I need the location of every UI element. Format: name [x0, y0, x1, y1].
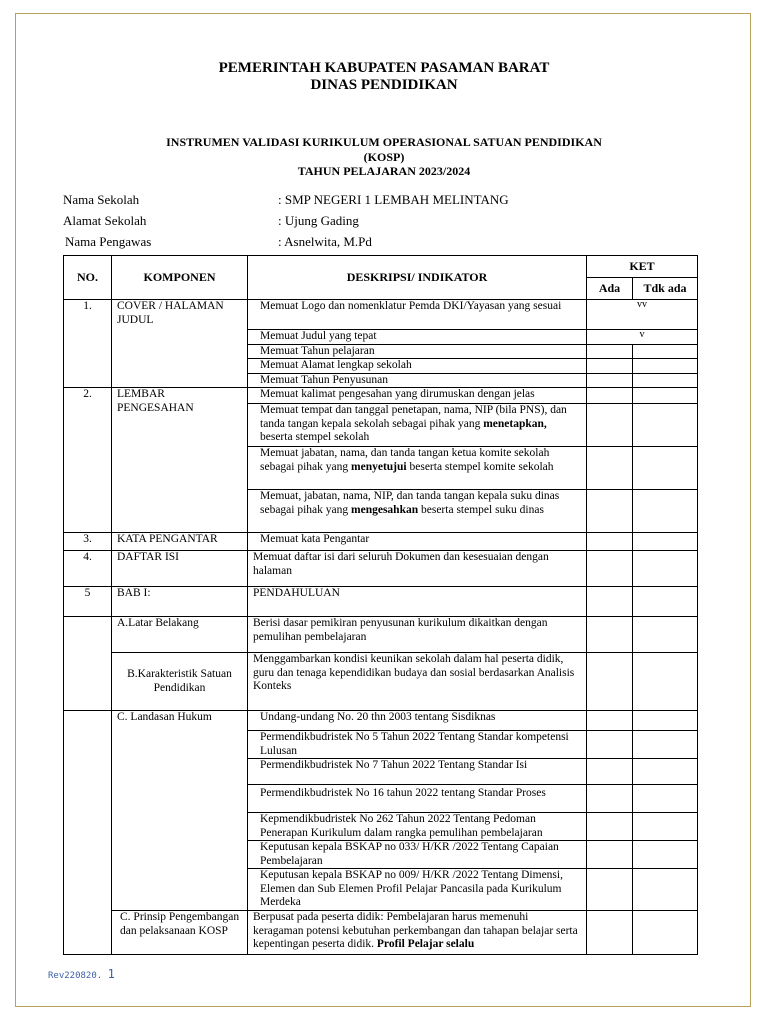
tdk-ada-cell[interactable] [633, 533, 698, 551]
ada-cell[interactable] [587, 447, 633, 490]
tdk-ada-cell[interactable] [633, 404, 698, 447]
tdk-ada-cell[interactable] [633, 841, 698, 869]
indicator-cell: Memuat Logo dan nomenklatur Pemda DKI/Yayasan yang sesuai [248, 300, 587, 330]
indicator-cell: Memuat, jabatan, nama, NIP, dan tanda tangan kepala suku dinas sebagai pihak yang mengesahkan beserta stempel suku dinas [248, 490, 587, 533]
ada-cell[interactable] [587, 731, 633, 759]
ada-cell[interactable] [587, 711, 633, 731]
table-row [64, 911, 698, 955]
header-no: NO. [64, 256, 112, 300]
tdk-ada-cell[interactable] [633, 344, 698, 359]
validation-table [63, 255, 698, 955]
ada-cell[interactable] [587, 587, 633, 617]
revision-footer [48, 967, 115, 981]
header-tdk-ada: Tdk ada [633, 278, 698, 300]
indicator-cell: Permendikbudristek No 5 Tahun 2022 Tentang Standar kompetensi Lulusan [248, 731, 587, 759]
indicator-cell: Berisi dasar pemikiran penyusunan kurikulum dikaitkan dengan pemulihan pembelajaran [248, 617, 587, 653]
document-title: INSTRUMEN VALIDASI KURIKULUM OPERASIONAL SATUAN PENDIDIKAN [166, 135, 602, 149]
header-component: KOMPONEN [112, 256, 248, 300]
indicator-cell: Memuat daftar isi dari seluruh Dokumen dan kesesuaian dengan halaman [248, 551, 587, 587]
indicator-cell: Permendikbudristek No 16 tahun 2022 tentang Standar Proses [248, 785, 587, 813]
department-heading: DINAS PENDIDIKAN [310, 77, 458, 93]
address-label: Alamat Sekolah [63, 213, 147, 228]
academic-year: TAHUN PELAJARAN 2023/2024 [297, 164, 471, 178]
indicator-cell: Keputusan kepala BSKAP no 033/ H/KR /2022 Tentang Capaian Pembelajaran [248, 841, 587, 869]
school-value: : SMP NEGERI 1 LEMBAH MELINTANG [278, 192, 509, 207]
indicator-cell: Memuat kata Pengantar [248, 533, 587, 551]
indicator-cell: Memuat Tahun pelajaran [248, 344, 587, 359]
tdk-ada-cell[interactable] [633, 785, 698, 813]
ada-cell[interactable] [587, 869, 633, 911]
tdk-ada-cell[interactable] [633, 490, 698, 533]
subcomponent-cell: B.Karakteristik Satuan Pendidikan [112, 653, 248, 711]
header-ada: Ada [587, 278, 633, 300]
tdk-ada-cell[interactable] [633, 731, 698, 759]
component-cell: COVER / HALAMAN JUDUL [112, 300, 248, 388]
document-title-abbrev: (KOSP) [363, 150, 405, 164]
indicator-cell: Memuat kalimat pengesahan yang dirumuskan dengan jelas [248, 388, 587, 404]
ada-cell[interactable] [587, 373, 633, 388]
table-row [64, 388, 698, 404]
subcomponent-cell: A.Latar Belakang [112, 617, 248, 653]
row-number: 2. [64, 388, 112, 533]
table-row [64, 533, 698, 551]
tdk-ada-cell[interactable] [633, 359, 698, 374]
indicator-cell: Permendikbudristek No 7 Tahun 2022 Tentang Standar Isi [248, 759, 587, 785]
ada-cell[interactable] [587, 533, 633, 551]
school-label: Nama Sekolah [63, 192, 140, 207]
tdk-ada-cell[interactable] [633, 759, 698, 785]
tdk-ada-cell[interactable] [633, 711, 698, 731]
subcomponent-cell: C. Landasan Hukum [112, 711, 248, 911]
address-value: : Ujung Gading [278, 213, 359, 228]
ada-cell[interactable] [587, 490, 633, 533]
header-ket: KET [587, 256, 698, 278]
tdk-ada-cell[interactable] [633, 551, 698, 587]
indicator-cell: Undang-undang No. 20 thn 2003 tentang Sisdiknas [248, 711, 587, 731]
tdk-ada-cell[interactable] [633, 388, 698, 404]
ada-cell[interactable] [587, 359, 633, 374]
component-cell: LEMBAR PENGESAHAN [112, 388, 248, 533]
tdk-ada-cell[interactable] [633, 373, 698, 388]
indicator-cell: PENDAHULUAN [248, 587, 587, 617]
ada-cell[interactable] [587, 551, 633, 587]
indicator-cell: Kepmendikbudristek No 262 Tahun 2022 Tentang Pedoman Penerapan Kurikulum dalam rangka pemulihan pembelajaran [248, 813, 587, 841]
row-number: 5 [64, 587, 112, 617]
component-cell: KATA PENGANTAR [112, 533, 248, 551]
row-number: 1. [64, 300, 112, 388]
header-description: DESKRIPSI/ INDIKATOR [248, 256, 587, 300]
number-cell [64, 617, 112, 711]
table-row [64, 653, 698, 711]
subcomponent-cell: C. Prinsip Pengembangan dan pelaksanaan KOSP [112, 911, 248, 955]
tdk-ada-cell[interactable] [633, 911, 698, 955]
ada-cell[interactable] [587, 785, 633, 813]
government-heading: PEMERINTAH KABUPATEN PASAMAN BARAT [218, 60, 550, 76]
ada-cell[interactable] [587, 617, 633, 653]
indicator-cell: Berpusat pada peserta didik: Pembelajaran harus memenuhi keragaman potensi kebutuhan perkembangan dan tahapan belajar serta kepentingan peserta didik. Profil Pelajar selalu [248, 911, 587, 955]
indicator-cell: Menggambarkan kondisi keunikan sekolah dalam hal peserta didik, guru dan tenaga kependidikan budaya dan sosial berdasarkan Analisis Konteks [248, 653, 587, 711]
number-cell [64, 711, 112, 955]
table-row [64, 551, 698, 587]
indicator-cell: Memuat Tahun Penyusunan [248, 373, 587, 388]
table-row [64, 300, 698, 330]
supervisor-value: : Asnelwita, M.Pd [278, 234, 372, 249]
indicator-cell: Keputusan kepala BSKAP no 009/ H/KR /2022 Tentang Dimensi, Elemen dan Sub Elemen Profil Pelajar Pancasila pada Kurikulum Merdeka [248, 869, 587, 911]
check-mark: v [587, 330, 698, 345]
tdk-ada-cell[interactable] [633, 869, 698, 911]
table-row [64, 711, 698, 731]
ada-cell[interactable] [587, 841, 633, 869]
page-number: 1 [107, 967, 115, 981]
indicator-cell: Memuat Judul yang tepat [248, 330, 587, 345]
revision-code: Rev220820. [48, 971, 103, 981]
tdk-ada-cell[interactable] [633, 813, 698, 841]
tdk-ada-cell[interactable] [633, 447, 698, 490]
ada-cell[interactable] [587, 759, 633, 785]
indicator-cell: Memuat Alamat lengkap sekolah [248, 359, 587, 374]
tdk-ada-cell[interactable] [633, 653, 698, 711]
table-row [64, 617, 698, 653]
row-number: 4. [64, 551, 112, 587]
ada-cell[interactable] [587, 404, 633, 447]
ada-cell[interactable] [587, 653, 633, 711]
component-cell: DAFTAR ISI [112, 551, 248, 587]
tdk-ada-cell[interactable] [633, 587, 698, 617]
table-row [64, 587, 698, 617]
ada-cell[interactable] [587, 388, 633, 404]
ada-cell[interactable] [587, 813, 633, 841]
ada-cell[interactable] [587, 344, 633, 359]
supervisor-label: Nama Pengawas [65, 234, 152, 249]
tdk-ada-cell[interactable] [633, 617, 698, 653]
row-number: 3. [64, 533, 112, 551]
indicator-cell: Memuat jabatan, nama, dan tanda tangan ketua komite sekolah sebagai pihak yang menyetujui beserta stempel komite sekolah [248, 447, 587, 490]
check-mark: vv [587, 300, 698, 330]
component-cell: BAB I: [112, 587, 248, 617]
indicator-cell: Memuat tempat dan tanggal penetapan, nama, NIP (bila PNS), dan tanda tangan kepala sekolah sebagai pihak yang menetapkan, beserta stempel sekolah [248, 404, 587, 447]
ada-cell[interactable] [587, 911, 633, 955]
